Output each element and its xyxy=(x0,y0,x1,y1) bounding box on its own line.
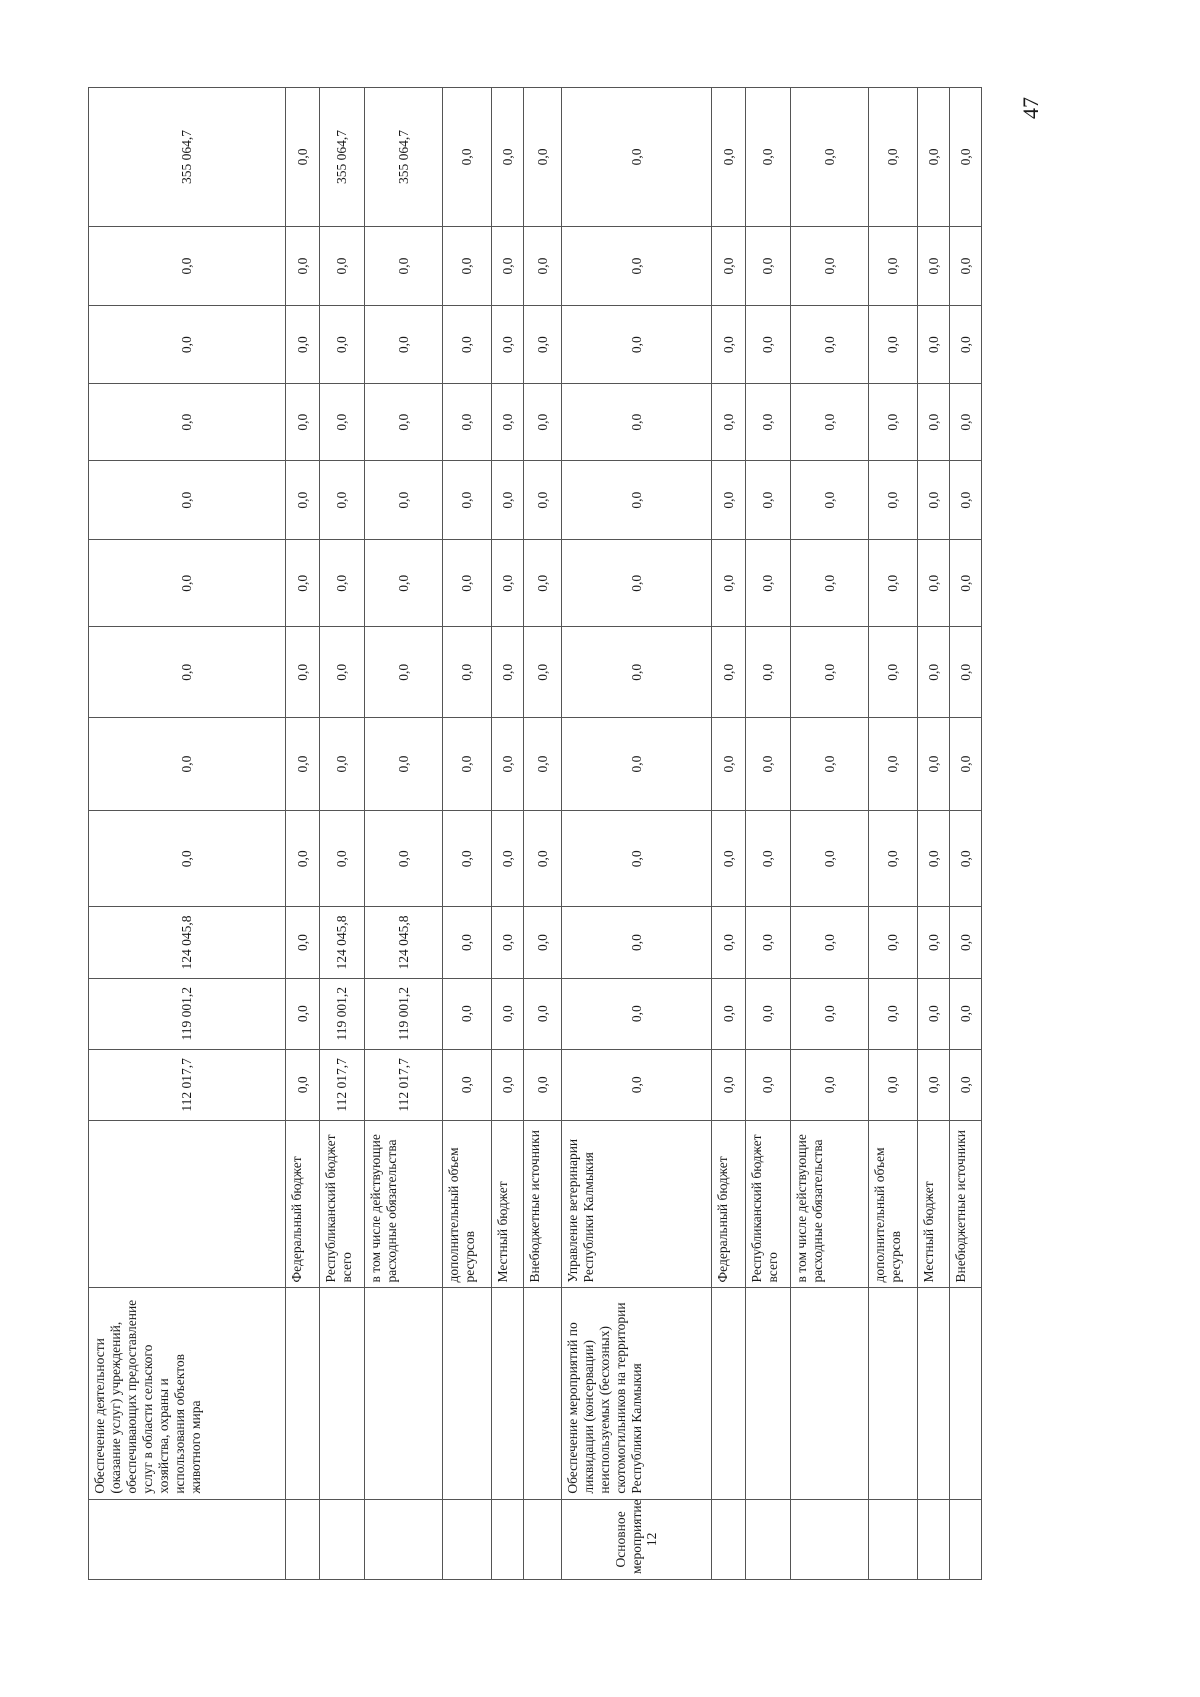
funding-source-cell xyxy=(89,1120,286,1288)
value-cell: 0,0 xyxy=(89,627,286,718)
value-cell: 0,0 xyxy=(918,88,950,227)
value-cell: 0,0 xyxy=(492,811,524,907)
value-cell: 0,0 xyxy=(712,1049,746,1120)
value-cell: 0,0 xyxy=(562,461,712,540)
table-row-main xyxy=(89,88,286,1580)
table-row-main xyxy=(562,88,712,1580)
value-cell: 0,0 xyxy=(950,306,982,384)
value-cell: 0,0 xyxy=(869,226,918,305)
measure-code-cell xyxy=(791,1499,869,1579)
activity-cell xyxy=(365,1288,443,1499)
value-cell: 0,0 xyxy=(492,384,524,461)
value-cell: 0,0 xyxy=(791,978,869,1049)
value-cell: 0,0 xyxy=(320,306,365,384)
value-cell: 0,0 xyxy=(791,88,869,227)
value-cell: 0,0 xyxy=(918,907,950,978)
value-cell: 0,0 xyxy=(791,384,869,461)
value-cell: 0,0 xyxy=(562,978,712,1049)
table-row xyxy=(950,88,982,1580)
value-cell: 0,0 xyxy=(286,978,320,1049)
value-cell: 0,0 xyxy=(869,88,918,227)
value-cell: 0,0 xyxy=(524,384,562,461)
value-cell: 0,0 xyxy=(869,978,918,1049)
value-cell: 0,0 xyxy=(320,461,365,540)
funding-source-cell: дополнительный объем ресурсов xyxy=(443,1120,492,1288)
value-cell: 0,0 xyxy=(712,718,746,811)
funding-source-cell: Местный бюджет xyxy=(492,1120,524,1288)
value-cell: 0,0 xyxy=(286,907,320,978)
value-cell: 0,0 xyxy=(918,1049,950,1120)
value-cell: 0,0 xyxy=(443,88,492,227)
value-cell: 0,0 xyxy=(869,811,918,907)
value-cell: 0,0 xyxy=(562,384,712,461)
value-cell: 0,0 xyxy=(286,461,320,540)
value-cell: 0,0 xyxy=(791,1049,869,1120)
funding-source-cell: в том числе действующие расходные обязательства xyxy=(791,1120,869,1288)
value-cell: 0,0 xyxy=(562,88,712,227)
table-row xyxy=(524,88,562,1580)
value-cell: 0,0 xyxy=(89,461,286,540)
value-cell: 0,0 xyxy=(365,718,443,811)
value-cell: 0,0 xyxy=(791,907,869,978)
value-cell: 0,0 xyxy=(746,306,791,384)
value-cell: 0,0 xyxy=(524,978,562,1049)
value-cell: 0,0 xyxy=(320,540,365,627)
value-cell: 0,0 xyxy=(320,811,365,907)
value-cell: 0,0 xyxy=(791,461,869,540)
value-cell: 0,0 xyxy=(286,88,320,227)
funding-source-cell: Местный бюджет xyxy=(918,1120,950,1288)
value-cell: 0,0 xyxy=(492,718,524,811)
value-cell: 0,0 xyxy=(712,226,746,305)
value-cell: 119 001,2 xyxy=(320,978,365,1049)
value-cell: 0,0 xyxy=(918,461,950,540)
value-cell: 0,0 xyxy=(712,461,746,540)
value-cell: 0,0 xyxy=(918,718,950,811)
value-cell: 0,0 xyxy=(950,627,982,718)
value-cell: 0,0 xyxy=(791,540,869,627)
value-cell: 0,0 xyxy=(791,718,869,811)
value-cell: 0,0 xyxy=(286,1049,320,1120)
value-cell: 0,0 xyxy=(950,540,982,627)
value-cell: 0,0 xyxy=(443,907,492,978)
funding-source-cell: Республиканский бюджет всего xyxy=(746,1120,791,1288)
value-cell: 0,0 xyxy=(712,306,746,384)
funding-source-cell: Внебюджетные источники xyxy=(950,1120,982,1288)
value-cell: 0,0 xyxy=(869,461,918,540)
value-cell: 0,0 xyxy=(746,461,791,540)
value-cell: 0,0 xyxy=(746,811,791,907)
activity-cell xyxy=(746,1288,791,1499)
table-row xyxy=(869,88,918,1580)
value-cell: 0,0 xyxy=(950,811,982,907)
value-cell: 0,0 xyxy=(950,226,982,305)
measure-code-cell xyxy=(89,1499,286,1579)
value-cell: 0,0 xyxy=(562,306,712,384)
value-cell: 0,0 xyxy=(365,811,443,907)
value-cell: 0,0 xyxy=(918,384,950,461)
value-cell: 0,0 xyxy=(443,627,492,718)
value-cell: 119 001,2 xyxy=(89,978,286,1049)
table-row xyxy=(320,88,365,1580)
value-cell: 0,0 xyxy=(443,461,492,540)
value-cell: 124 045,8 xyxy=(365,907,443,978)
page-number: 47 xyxy=(1018,97,1043,119)
value-cell: 0,0 xyxy=(524,627,562,718)
budget-table xyxy=(88,87,982,1580)
measure-code-cell xyxy=(746,1499,791,1579)
activity-cell xyxy=(320,1288,365,1499)
value-cell: 0,0 xyxy=(365,384,443,461)
value-cell: 0,0 xyxy=(524,540,562,627)
value-cell: 0,0 xyxy=(524,811,562,907)
activity-cell xyxy=(492,1288,524,1499)
value-cell: 0,0 xyxy=(524,306,562,384)
value-cell: 0,0 xyxy=(492,627,524,718)
value-cell: 0,0 xyxy=(524,461,562,540)
activity-cell xyxy=(791,1288,869,1499)
value-cell: 0,0 xyxy=(443,811,492,907)
value-cell: 0,0 xyxy=(950,718,982,811)
table-row xyxy=(791,88,869,1580)
value-cell: 355 064,7 xyxy=(320,88,365,227)
activity-cell xyxy=(443,1288,492,1499)
value-cell: 0,0 xyxy=(712,627,746,718)
value-cell: 0,0 xyxy=(89,226,286,305)
value-cell: 0,0 xyxy=(869,306,918,384)
value-cell: 0,0 xyxy=(950,907,982,978)
value-cell: 124 045,8 xyxy=(320,907,365,978)
value-cell: 0,0 xyxy=(492,907,524,978)
value-cell: 0,0 xyxy=(746,88,791,227)
value-cell: 0,0 xyxy=(492,540,524,627)
value-cell: 0,0 xyxy=(791,811,869,907)
value-cell: 112 017,7 xyxy=(365,1049,443,1120)
value-cell: 0,0 xyxy=(746,1049,791,1120)
value-cell: 0,0 xyxy=(365,226,443,305)
value-cell: 0,0 xyxy=(286,718,320,811)
value-cell: 0,0 xyxy=(524,718,562,811)
value-cell: 0,0 xyxy=(746,718,791,811)
value-cell: 0,0 xyxy=(524,1049,562,1120)
value-cell: 0,0 xyxy=(746,907,791,978)
value-cell: 0,0 xyxy=(365,627,443,718)
value-cell: 0,0 xyxy=(791,627,869,718)
value-cell: 0,0 xyxy=(746,226,791,305)
measure-code-cell xyxy=(918,1499,950,1579)
activity-cell: Обеспечение мероприятий по ликвидации (консервации) неиспользуемых (бесхозных) скотомогильников на территории Республики Калмыкия xyxy=(562,1288,712,1499)
value-cell: 0,0 xyxy=(562,907,712,978)
measure-code-cell xyxy=(286,1499,320,1579)
value-cell: 0,0 xyxy=(443,306,492,384)
value-cell: 0,0 xyxy=(712,540,746,627)
value-cell: 0,0 xyxy=(492,226,524,305)
value-cell: 0,0 xyxy=(746,978,791,1049)
value-cell: 0,0 xyxy=(712,978,746,1049)
value-cell: 0,0 xyxy=(950,1049,982,1120)
value-cell: 0,0 xyxy=(950,461,982,540)
value-cell: 0,0 xyxy=(320,718,365,811)
value-cell: 112 017,7 xyxy=(89,1049,286,1120)
value-cell: 0,0 xyxy=(524,88,562,227)
value-cell: 0,0 xyxy=(746,540,791,627)
value-cell: 0,0 xyxy=(869,540,918,627)
value-cell: 0,0 xyxy=(443,384,492,461)
table-row xyxy=(492,88,524,1580)
value-cell: 0,0 xyxy=(918,226,950,305)
value-cell: 0,0 xyxy=(365,540,443,627)
value-cell: 0,0 xyxy=(712,88,746,227)
measure-code-cell xyxy=(365,1499,443,1579)
measure-code-cell xyxy=(869,1499,918,1579)
value-cell: 112 017,7 xyxy=(320,1049,365,1120)
measure-code-cell: Основное мероприятие 12 xyxy=(562,1499,712,1579)
value-cell: 0,0 xyxy=(492,461,524,540)
table-row xyxy=(443,88,492,1580)
value-cell: 0,0 xyxy=(443,226,492,305)
value-cell: 0,0 xyxy=(89,306,286,384)
value-cell: 0,0 xyxy=(365,461,443,540)
activity-cell xyxy=(524,1288,562,1499)
value-cell: 0,0 xyxy=(869,627,918,718)
value-cell: 0,0 xyxy=(562,226,712,305)
value-cell: 0,0 xyxy=(443,718,492,811)
value-cell: 0,0 xyxy=(89,384,286,461)
funding-source-cell: Федеральный бюджет xyxy=(712,1120,746,1288)
measure-code-cell xyxy=(950,1499,982,1579)
value-cell: 0,0 xyxy=(286,811,320,907)
value-cell: 0,0 xyxy=(524,226,562,305)
measure-code-cell xyxy=(492,1499,524,1579)
value-cell: 0,0 xyxy=(286,306,320,384)
value-cell: 0,0 xyxy=(320,384,365,461)
value-cell: 0,0 xyxy=(492,88,524,227)
value-cell: 0,0 xyxy=(712,811,746,907)
value-cell: 0,0 xyxy=(562,718,712,811)
value-cell: 0,0 xyxy=(524,907,562,978)
activity-cell xyxy=(869,1288,918,1499)
value-cell: 0,0 xyxy=(869,1049,918,1120)
value-cell: 0,0 xyxy=(869,907,918,978)
activity-cell xyxy=(950,1288,982,1499)
value-cell: 0,0 xyxy=(443,1049,492,1120)
value-cell: 0,0 xyxy=(918,627,950,718)
table-row xyxy=(286,88,320,1580)
value-cell: 0,0 xyxy=(791,306,869,384)
value-cell: 0,0 xyxy=(712,384,746,461)
value-cell: 355 064,7 xyxy=(365,88,443,227)
activity-cell: Обеспечение деятельности (оказание услуг) учреждений, обеспечивающих предоставление услуг в области сельского хозяйства, охраны и использования объектов животного мира xyxy=(89,1288,286,1499)
funding-source-cell: Республиканский бюджет всего xyxy=(320,1120,365,1288)
activity-cell xyxy=(712,1288,746,1499)
value-cell: 0,0 xyxy=(320,226,365,305)
value-cell: 0,0 xyxy=(918,306,950,384)
value-cell: 0,0 xyxy=(286,540,320,627)
value-cell: 0,0 xyxy=(286,384,320,461)
value-cell: 0,0 xyxy=(286,627,320,718)
table-row xyxy=(746,88,791,1580)
value-cell: 0,0 xyxy=(562,1049,712,1120)
value-cell: 0,0 xyxy=(950,88,982,227)
value-cell: 119 001,2 xyxy=(365,978,443,1049)
table-row xyxy=(365,88,443,1580)
value-cell: 0,0 xyxy=(89,718,286,811)
value-cell: 0,0 xyxy=(443,978,492,1049)
value-cell: 0,0 xyxy=(562,540,712,627)
measure-code-cell xyxy=(524,1499,562,1579)
value-cell: 0,0 xyxy=(918,978,950,1049)
value-cell: 0,0 xyxy=(746,627,791,718)
funding-source-cell: Управление ветеринарии Республики Калмыкия xyxy=(562,1120,712,1288)
value-cell: 0,0 xyxy=(443,540,492,627)
funding-source-cell: дополнительный объем ресурсов xyxy=(869,1120,918,1288)
value-cell: 0,0 xyxy=(89,540,286,627)
funding-source-cell: Внебюджетные источники xyxy=(524,1120,562,1288)
value-cell: 0,0 xyxy=(492,1049,524,1120)
value-cell: 0,0 xyxy=(492,978,524,1049)
value-cell: 0,0 xyxy=(492,306,524,384)
funding-source-cell: Федеральный бюджет xyxy=(286,1120,320,1288)
value-cell: 0,0 xyxy=(712,907,746,978)
value-cell: 0,0 xyxy=(562,627,712,718)
funding-source-cell: в том числе действующие расходные обязательства xyxy=(365,1120,443,1288)
activity-cell xyxy=(286,1288,320,1499)
value-cell: 0,0 xyxy=(950,978,982,1049)
measure-code-cell xyxy=(712,1499,746,1579)
measure-code-cell xyxy=(320,1499,365,1579)
value-cell: 0,0 xyxy=(869,384,918,461)
value-cell: 0,0 xyxy=(365,306,443,384)
value-cell: 0,0 xyxy=(791,226,869,305)
value-cell: 0,0 xyxy=(320,627,365,718)
value-cell: 0,0 xyxy=(562,811,712,907)
value-cell: 0,0 xyxy=(869,718,918,811)
table-row xyxy=(918,88,950,1580)
value-cell: 0,0 xyxy=(286,226,320,305)
value-cell: 355 064,7 xyxy=(89,88,286,227)
value-cell: 0,0 xyxy=(918,540,950,627)
value-cell: 0,0 xyxy=(89,811,286,907)
value-cell: 0,0 xyxy=(918,811,950,907)
value-cell: 124 045,8 xyxy=(89,907,286,978)
table-row xyxy=(712,88,746,1580)
measure-code-cell xyxy=(443,1499,492,1579)
activity-cell xyxy=(918,1288,950,1499)
value-cell: 0,0 xyxy=(950,384,982,461)
value-cell: 0,0 xyxy=(746,384,791,461)
